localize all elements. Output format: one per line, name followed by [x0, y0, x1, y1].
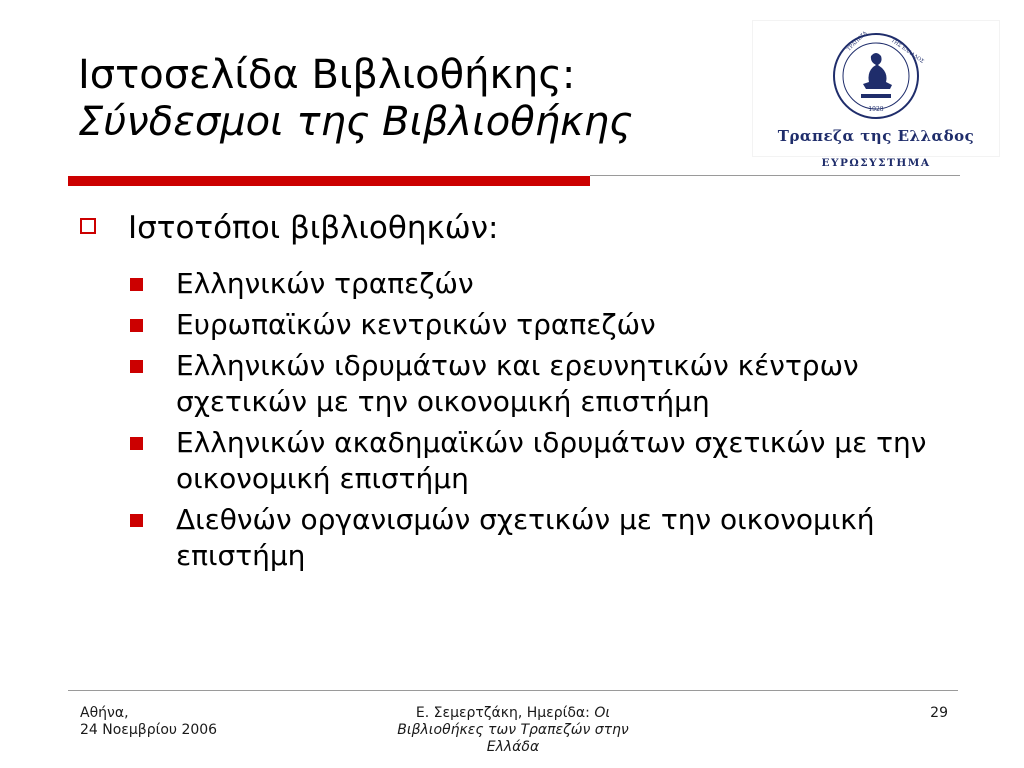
- list-item-text: Ελληνικών τραπεζών: [176, 267, 474, 300]
- footer-author: Ε. Σεμερτζάκη, Ημερίδα:: [415, 705, 595, 721]
- svg-text:1928: 1928: [868, 106, 884, 113]
- slide-title-line1: Ιστοσελίδα Βιβλιοθήκης:: [78, 52, 576, 98]
- square-bullet-icon: [130, 360, 143, 373]
- square-bullet-icon: [130, 437, 143, 450]
- level1-heading: Ιστοτόποι βιβλιοθηκών:: [128, 210, 499, 246]
- list-item-text: Ελληνικών ακαδημαϊκών ιδρυμάτων σχετικών με την οικονομική επιστήμη: [176, 426, 927, 495]
- list-item: [130, 425, 930, 497]
- page-number: 29: [930, 705, 948, 721]
- list-item-text: Ελληνικών ιδρυμάτων και ερευνητικών κέντρων σχετικών με την οικονομική επιστήμη: [176, 349, 859, 418]
- footer-date-text: 24 Νοεμβρίου 2006: [80, 722, 218, 738]
- list-item: [130, 266, 930, 302]
- hollow-square-bullet-icon: [80, 218, 96, 234]
- footer-city: Αθήνα,: [80, 705, 129, 721]
- footer-date: [80, 705, 217, 739]
- title-divider-red: [68, 176, 590, 186]
- square-bullet-icon: [130, 278, 143, 291]
- slide-title-line2: Σύνδεσμοι της Βιβλιοθήκης: [78, 99, 633, 145]
- svg-text:ΤΡΑΠΕΖΑ: ΤΡΑΠΕΖΑ: [846, 30, 869, 53]
- svg-text:ΤΗΣ ΕΛΛΑΔΟΣ: ΤΗΣ ΕΛΛΑΔΟΣ: [889, 37, 925, 65]
- list-item-text: Διεθνών οργανισμών σχετικών με την οικονομική επιστήμη: [176, 503, 875, 572]
- bank-of-greece-logo: [752, 20, 1000, 169]
- logo-subtitle: ΕΥΡΩΣΥΣΤΗΜΑ: [821, 157, 931, 169]
- logo-bank-name: Τραπεζα της Ελλαδος: [777, 127, 975, 145]
- list-item: [130, 307, 930, 343]
- footer-presentation-info: [372, 705, 654, 756]
- list-item: [130, 348, 930, 420]
- bullet-list: [130, 266, 930, 579]
- square-bullet-icon: [130, 319, 143, 332]
- title-divider-grey: [590, 175, 960, 176]
- seal-icon: [753, 21, 999, 131]
- slide-title: [78, 52, 632, 146]
- footer-event-title: Οι Βιβλιοθήκες των Τραπεζών στην Ελλάδα: [397, 705, 629, 755]
- footer-divider: [68, 690, 958, 691]
- list-item-text: Ευρωπαϊκών κεντρικών τραπεζών: [176, 308, 656, 341]
- list-item: [130, 502, 930, 574]
- square-bullet-icon: [130, 514, 143, 527]
